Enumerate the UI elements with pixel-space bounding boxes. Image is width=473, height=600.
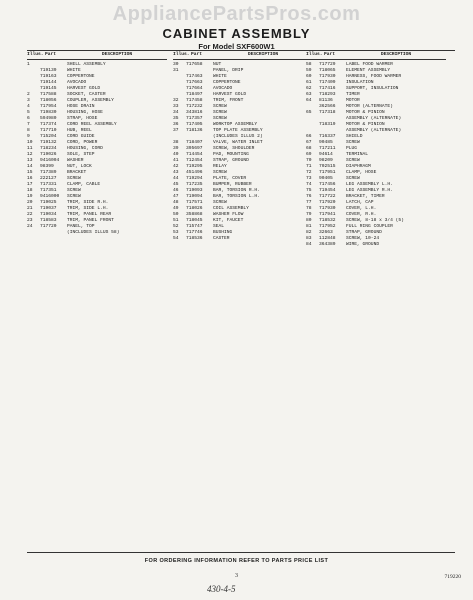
header-desc: DESCRIPTION [101,52,133,57]
ill-number: 18 [27,187,33,193]
part-description: TRIM, SIDE R.H. [67,199,109,205]
ill-number: 2 [27,91,30,97]
part-description: BUMPER, RUBBER [213,181,252,187]
part-number: 717351 [40,187,57,193]
part-description: SCREW [346,139,360,145]
ill-number: 71 [306,163,312,169]
ill-number: 8 [27,127,30,133]
ill-number: 10 [27,139,33,145]
ill-number: 73 [306,175,312,181]
page-subtitle: For Model SXF600W1 [198,42,275,51]
part-description: SCREW [213,169,227,175]
part-number: 717954 [40,103,57,109]
ill-number: 78 [306,205,312,211]
ill-number: 52 [173,223,179,229]
part-number: 717658 [186,61,203,67]
ill-number: 34 [173,109,179,115]
part-number: 717710 [40,127,57,133]
ill-number: 31 [173,67,179,73]
part-description: WASHER FLOW [213,211,244,217]
part-description: SHELL ASSEMBLY [67,61,106,67]
part-number [40,230,67,236]
part-description: SCREW [346,175,360,181]
part-description: LATCH, CAP [346,199,374,205]
column-header [173,52,313,60]
part-description: TRIM, PANEL FRONT [67,217,114,223]
part-description: COPPERTONE [67,73,95,79]
part-description: SCREW [213,115,227,121]
part-description: HARVEST GOLD [67,85,101,91]
part-description: ASSEMBLY (ALTERNATE) [346,115,402,121]
part-number: 717930 [319,73,336,79]
ill-number: 19 [27,193,33,199]
part-description: PLATE, COVER [213,175,247,181]
ill-number: 61 [306,79,312,85]
header-part: Part [191,52,203,57]
part-number: 717571 [186,199,203,205]
part-number: 718136 [186,127,203,133]
handwritten-note: 430-4-5 [207,584,236,594]
ill-number: 37 [173,127,179,133]
part-description: SCREW, SHOULDER [213,145,255,151]
ill-number: 46 [173,187,179,193]
part-description: WHITE [213,73,227,79]
ill-number: 62 [306,85,312,91]
ill-number: 83 [306,235,312,241]
part-description: WORKTOP ASSEMBLY [213,121,258,127]
watermark: AppliancePartsPros.com [112,3,361,25]
part-description: MOTOR [346,97,360,103]
ill-number: 22 [27,211,33,217]
ill-number: 3 [27,97,30,103]
part-description: TRIM, PANEL REAR [67,211,112,217]
part-number: 222127 [40,175,57,181]
ill-number: 23 [27,217,33,223]
ill-number: 13 [27,157,33,163]
header-desc: DESCRIPTION [247,52,279,57]
header-part: Part [324,52,336,57]
ill-number: 63 [306,91,312,97]
part-number: 718319 [319,121,336,127]
part-description: (INCLUDES ILLUS 2) [213,133,263,139]
part-number: 9416000 [40,193,60,199]
ill-number: 5 [27,109,30,115]
ill-number: 79 [306,211,312,217]
part-number: 717389 [40,169,57,175]
header-ill: Illus. [27,52,44,57]
ill-number: 82 [306,229,312,235]
part-number: 717663 [186,79,203,85]
part-description: CORD REEL ASSEMBLY [67,121,117,127]
column-header [27,52,167,60]
part-number: 32663 [319,229,333,235]
part-number: 719037 [40,205,57,211]
part-number: 94614 [319,151,333,157]
ill-number: 64 [306,97,312,103]
part-number: 717235 [186,181,203,187]
ill-number: 24 [27,223,33,229]
part-number: 715204 [40,133,57,139]
part-number: 717409 [319,79,336,85]
part-number: 98209 [319,157,333,163]
ill-number: 42 [173,163,179,169]
part-number: 718583 [40,217,57,223]
part-description: HARNESS, FOOD WARMER [346,73,402,79]
part-description: LEG ASSEMBLY R.H. [346,187,393,193]
part-number: 362566 [319,103,336,109]
ill-number: 77 [306,199,312,205]
part-number: 717374 [40,121,57,127]
part-description: BAR, TORSION R.H. [213,187,260,193]
ill-number: 68 [306,145,312,151]
ill-number: 53 [173,229,179,235]
part-number: 718026 [186,205,203,211]
part-number: 717331 [40,181,57,187]
part-description: SCREW [213,103,227,109]
ill-number: 74 [306,181,312,187]
part-description: TRIM, SIDE L.H. [67,205,109,211]
part-description: BUSHING [213,229,233,235]
ill-number [27,230,40,236]
part-number: 717930 [319,205,336,211]
part-number: 717920 [319,199,336,205]
part-number: 718065 [319,67,336,73]
part-number: 717952 [319,223,336,229]
parts-column-3 [306,52,446,248]
part-description: (INCLUDES ILLUS 58) [67,229,120,235]
ill-number: 1 [27,61,30,67]
part-description: HOSE DRAIN [67,103,95,109]
part-number: 358868 [186,211,203,217]
part-number: 719295 [186,163,203,169]
part-number: 9416004 [40,157,60,163]
ill-number: 75 [306,187,312,193]
part-description: CASTER [213,235,230,241]
part-description: TOP PLATE ASSEMBLY [213,127,263,133]
part-description: CLAMP, CABLE [67,181,101,187]
part-number: 702515 [319,163,336,169]
part-description: BAR, TORSION L.H. [213,193,260,199]
part-number: 717664 [186,85,203,91]
part-number: 364389 [319,241,336,247]
part-number: 717405 [186,121,203,127]
part-description: RELAY [213,163,227,169]
ill-number: 58 [306,61,312,67]
ordering-note: FOR ORDERING INFORMATION REFER TO PARTS PRICE LIST [144,558,329,564]
part-description: COPPERTONE [213,79,241,85]
part-number: 719144 [40,79,57,85]
part-description: TIMER [346,91,360,97]
ill-number: 67 [306,139,312,145]
part-description: PLUG [346,145,358,151]
part-description: CLAMP, HOSE [346,169,377,175]
part-description: TRIM, FRONT [213,97,244,103]
part-description: VALVE, WATER INLET [213,139,263,145]
part-number: 717951 [319,169,336,175]
part-description: HOUSING, HOSE [67,109,103,115]
part-number: 715747 [186,223,203,229]
ill-number: 84 [306,241,312,247]
part-description: SCREW [67,193,81,199]
ill-number: 12 [27,151,33,157]
ill-number: 9 [27,133,30,139]
part-description: MOTOR (ALTERNATE) [346,103,393,109]
part-description: SCREW [67,187,81,193]
part-description: MOTOR & PINION [346,121,385,127]
part-number: 717463 [186,73,203,79]
part-number: 718056 [40,97,57,103]
part-description: SCREW [213,199,227,205]
ill-number: 6 [27,115,30,121]
ill-number: 20 [27,199,33,205]
part-description: HARVEST GOLD [213,91,247,97]
part-description: CORD GUIDE [67,133,95,139]
parts-row [306,242,446,248]
ill-number: 35 [173,115,179,121]
part-number: 717357 [186,115,203,121]
part-description: SUPPORT, INSULATION [346,85,399,91]
ill-number: 4 [27,103,30,109]
part-description: WASHER [67,157,84,163]
ill-number: 17 [27,181,33,187]
ill-number: 72 [306,169,312,175]
part-number: 719163 [40,73,57,79]
part-description: MOTOR & PINION [346,109,385,115]
part-number: 719294 [186,175,203,181]
ill-number: 33 [173,103,179,109]
part-description: TERMINAL [346,151,369,157]
part-description: SCREW [346,157,360,163]
part-number: 717416 [319,85,336,91]
header-ill: Illus. [306,52,323,57]
ill-number: 39 [173,145,179,151]
part-number: 719094 [186,193,203,199]
part-description: SOLE, STEP [67,151,95,157]
part-description: SCREW, 10-24 [346,235,380,241]
part-description: PANEL, TOP [67,223,95,229]
top-rule [27,50,455,51]
part-description: LABEL FOOD WARMER [346,61,393,67]
part-description: COUPLER, ASSEMBLY [67,97,114,103]
part-number: 718536 [186,235,203,241]
part-description: SHIELD [346,133,363,139]
part-number: 98399 [40,163,54,169]
part-description: SCREW [213,109,227,115]
part-number: 718497 [186,91,203,97]
ill-number: 49 [173,205,179,211]
part-description: WIRE, GROUND [346,241,380,247]
part-number: 718045 [186,217,203,223]
bottom-rule [27,552,455,553]
ill-number: 41 [173,157,179,163]
part-description: ELEMENT ASSEMBLY [346,67,391,73]
ill-number: 16 [27,175,33,181]
part-number: 719034 [40,211,57,217]
ill-number: 44 [173,175,179,181]
part-number: 718293 [319,91,336,97]
part-number: 717722 [319,193,336,199]
ill-number: 14 [27,163,33,169]
part-number: 719830 [40,109,57,115]
ill-number: 66 [306,133,312,139]
part-number: 717232 [186,103,203,109]
part-number: 716337 [319,133,336,139]
part-description: SOCKET, CASTER [67,91,106,97]
part-description: HOUSING, CORD [67,145,103,151]
header-ill: Illus. [173,52,190,57]
part-number: 719093 [186,187,203,193]
part-number: 451496 [186,169,203,175]
ill-number: 21 [27,205,33,211]
part-description: NUT [213,61,222,67]
part-number: 718234 [40,145,57,151]
part-description: BRACKET [67,169,87,175]
page-number: 3 [235,573,238,579]
ill-number: 51 [173,217,179,223]
part-number: 112848 [319,235,336,241]
part-number: 594980 [40,115,57,121]
ill-number: 36 [173,121,179,127]
ill-number: 30 [173,61,179,67]
part-number: 719026 [40,151,57,157]
part-number: 717211 [319,145,336,151]
ill-number: 80 [306,217,312,223]
part-description: SCREW, 8-18 x 3/4 (5) [346,217,404,223]
parts-row [173,236,313,242]
ill-number: 32 [173,97,179,103]
ill-number: 11 [27,145,33,151]
part-description: STRAP, GROUND [346,229,382,235]
part-number: 717318 [319,109,336,115]
ill-number: 65 [306,109,312,115]
part-description: AVOCADO [67,79,87,85]
ill-number: 48 [173,199,179,205]
part-description: KIT, FAUCET [213,217,244,223]
document-code: 719220 [444,574,461,580]
part-description: DIAPHRAGM [346,163,371,169]
part-description: CORD, POWER [67,139,98,145]
part-number: 717941 [319,211,336,217]
part-description: PAD, MOUNTING [213,151,249,157]
part-description: STRAP, GROUND [213,157,249,163]
parts-row [27,230,167,236]
part-description: WHITE [67,67,81,73]
part-number: 719139 [40,67,57,73]
part-number: 714454 [186,151,203,157]
ill-number: 40 [173,151,179,157]
part-number: 719132 [40,139,57,145]
part-description: AVOCADO [213,85,233,91]
ill-number: 70 [306,157,312,163]
part-description: COIL ASSEMBLY [213,205,249,211]
part-number: 717456 [319,181,336,187]
part-description: ASSEMBLY (ALTERNATE) [346,127,402,133]
part-number: 717720 [40,223,57,229]
part-number: 717729 [319,61,336,67]
part-description: PANEL, DRIP [213,67,244,73]
header-part: Part [45,52,57,57]
part-number: 712454 [186,157,203,163]
parts-column-1 [27,52,167,236]
header-desc: DESCRIPTION [380,52,412,57]
part-number: 81136 [319,97,333,103]
part-number: 90405 [319,175,333,181]
ill-number: 47 [173,193,179,199]
part-number: 719025 [40,199,57,205]
part-description: SEAL [213,223,225,229]
part-description: BRACKET, TIMER [346,193,385,199]
ill-number: 7 [27,121,30,127]
ill-number: 59 [306,67,312,73]
ill-number: 76 [306,193,312,199]
parts-column-2 [173,52,313,242]
part-description: FULL RING COUPLER [346,223,393,229]
part-number: 718407 [186,139,203,145]
part-description: STRAP, HOSE [67,115,98,121]
ill-number: 54 [173,235,179,241]
page-title: CABINET ASSEMBLY [162,26,311,41]
part-number: 90485 [319,139,333,145]
ill-number: 15 [27,169,33,175]
part-number: 717746 [186,229,203,235]
part-description: COVER, R.H. [346,211,377,217]
part-number: 719145 [40,85,57,91]
ill-number: 38 [173,139,179,145]
part-description: INSULATION [346,79,374,85]
part-number: 718532 [319,217,336,223]
part-description: NUT, LOCK [67,163,92,169]
ill-number: 45 [173,181,179,187]
part-number: 719454 [319,187,336,193]
ill-number: 60 [306,73,312,79]
ill-number: 50 [173,211,179,217]
part-description: HUB, REEL [67,127,92,133]
column-header [306,52,446,60]
part-number: 343816 [186,109,203,115]
part-number: 395697 [186,145,203,151]
part-number: 717458 [186,97,203,103]
part-description: COVER, L.H. [346,205,377,211]
part-description: SCREW [67,175,81,181]
ill-number: 69 [306,151,312,157]
part-number: 717588 [40,91,57,97]
part-description: LEG ASSEMBLY L.H. [346,181,393,187]
ill-number: 81 [306,223,312,229]
ill-number: 43 [173,169,179,175]
